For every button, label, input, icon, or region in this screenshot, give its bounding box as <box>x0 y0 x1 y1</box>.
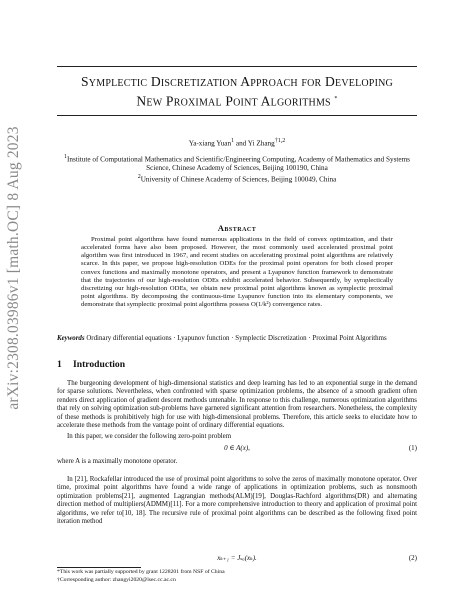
affiliation-2-text: University of Chinese Academy of Sciences, Beijing 100049, China <box>140 175 337 184</box>
affiliation-1 <box>60 153 414 173</box>
title-line-2-wrap <box>40 91 434 110</box>
author-2: Yi Zhang <box>247 139 275 148</box>
affiliation-2-mark: 2 <box>137 174 141 181</box>
equation-2-tag: (2) <box>408 554 417 562</box>
affiliation-2 <box>60 173 414 184</box>
footnote-1: *This work was partially supported by grant 1228201 from NSF of China <box>57 569 225 575</box>
equation-1-tag: (1) <box>408 444 417 452</box>
title-top-rule <box>57 66 417 67</box>
abstract-text: Proximal point algorithms have found numerous applications in the field of convex optimization, and their accelerated forms have also been proposed. However, the most commonly used accelerated proximal point algorithm was first introduced in 1967, and recent studies on accelerating proximal point algorithms are relatively scarce. In this paper, we propose high-resolution ODEs for the proximal point operators for both closed proper convex functions and maximally monotone operators, and present a Lyapunov function framework to demonstrate that the trajectories of our high-resolution ODEs exhibit accelerated behavior. Subsequently, by symplectically discretizing our high-resolution ODEs, we obtain new proximal point algorithms known as symplectic proximal point algorithms. By decomposing the continuous-time Lyapunov function into its elementary components, we demonstrate that symplectic proximal point algorithms possess O(1/k²) convergence rates. <box>81 236 393 309</box>
author-list <box>40 138 434 147</box>
author-conj: and <box>234 139 248 148</box>
author-2-mark: †1,2 <box>274 138 286 144</box>
equation-1-body: 0 ∈ A(x), <box>224 444 250 452</box>
affiliation-1-text: Institute of Computational Mathematics and Scientific/Engineering Computing, Academy of Mathematics and Systems Science, Chinese Academy of Sciences, Beijing 100190, China <box>67 155 410 173</box>
intro-paragraph-1: The burgeoning development of high-dimensional statistics and deep learning has led to an exponential surge in the demand for sparse solutions. Nevertheless, when confronted with sparse optimization problems, the absence of a smooth gradient often renders direct application of gradient descent methods untenable. In response to this challenge, numerous optimization algorithms that rely on solving optimization sub-problems have garnered significant attention from researchers. Nonetheless, the complexity of these methods is prohibitively high for use with high-dimensional problems. Therefore, this article seeks to elucidate how to accelerate these methods from the vantage point of ordinary differential equations. <box>57 380 417 430</box>
paper-title <box>40 73 434 110</box>
affiliation-1-mark: 1 <box>64 154 68 160</box>
where-line: where A is a maximally monotone operator. <box>57 458 178 465</box>
keywords-text: Ordinary differential equations · Lyapunov function · Symplectic Discretization · Proximal Point Algorithms <box>86 335 387 342</box>
author-1: Ya-xiang Yuan <box>188 139 232 148</box>
section-title: Introduction <box>73 359 126 370</box>
abstract-heading: Abstract <box>217 223 257 233</box>
keywords <box>57 335 417 343</box>
title-footnote-mark: * <box>334 95 338 102</box>
equation-2-body: xₖ₊₁ = Jₛₐ(xₖ). <box>217 554 257 562</box>
section-number: 1 <box>57 359 62 370</box>
footnote-rule <box>57 567 141 568</box>
section-heading <box>57 359 125 370</box>
footnote-2: †Corresponding author: zhangyi2020@lsec.cc.ac.cn <box>57 577 176 583</box>
arxiv-stamp <box>0 0 28 613</box>
keywords-label: Keywords <box>57 335 85 342</box>
intro-paragraph-2: In this paper, we consider the following zero-point problem <box>67 433 232 440</box>
title-line-2: New Proximal Point Algorithms <box>136 93 331 109</box>
intro-paragraph-3: In [21], Rockafellar introduced the use of proximal point algorithms to solve the zeros of maximally monotone operator. Over time, proximal point algorithms have found a wide range of applications in optimization problems, such as nonsmooth optimization problems[21], augmented Lagrangian methods(ALM)[19], Douglas-Rachford algorithms(DR) and alternating direction method of multipliers(ADMM)[11]. For a more comprehensive introduction to theory and application of proximal point algorithms, we refer to[10, 18]. The recursive rule of proximal point algorithms can be described as the following fixed point iteration method <box>57 476 417 526</box>
title-bottom-rule <box>57 115 417 116</box>
author-1-mark: 1 <box>231 138 235 144</box>
title-line-1: Symplectic Discretization Approach for Developing <box>81 74 393 89</box>
arxiv-stamp-text: arXiv:2308.03986v1 [math.OC] 8 Aug 2023 <box>5 126 22 410</box>
affiliations <box>60 153 414 185</box>
